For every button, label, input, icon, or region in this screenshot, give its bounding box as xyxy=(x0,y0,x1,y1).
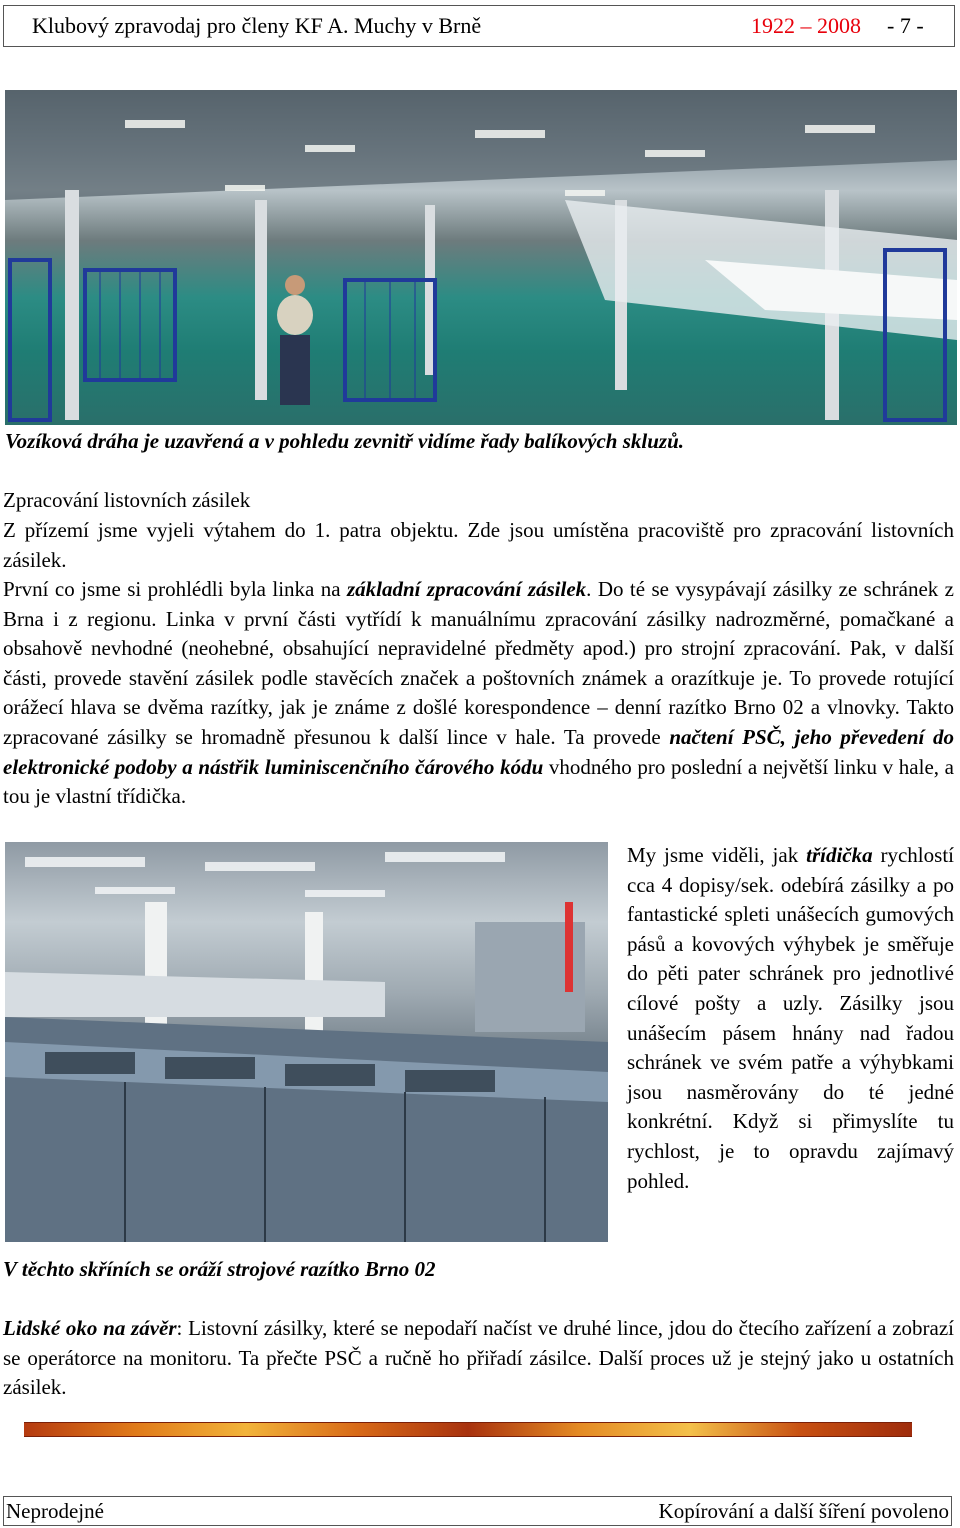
emphasis-sorter: třídička xyxy=(806,843,873,867)
anniversary-years: 1922 – 2008 xyxy=(751,13,861,38)
photo-parcel-hall xyxy=(5,90,957,425)
parcel-hall-illustration xyxy=(5,90,957,425)
paragraph-closing xyxy=(3,1314,954,1403)
emphasis-basic-processing: základní zpracování zásilek xyxy=(347,577,587,601)
photo2-caption: V těchto skříních se oráží strojové razítko Brno 02 xyxy=(3,1257,436,1281)
decorative-divider xyxy=(24,1422,912,1437)
paragraph-text: : Listovní zásilky, které se nepodaří načíst ve druhé lince, jdou do čtecího zařízení a zobrazí se operátorce na monitoru. Ta přečte PSČ a ručně ho přiřadí zásilce. Další proces už je stejný jako u ostatních zásilek. xyxy=(3,1316,954,1400)
section-heading: Zpracování listovních zásilek xyxy=(3,488,251,512)
footer-copy-permitted: Kopírování a další šíření povoleno xyxy=(658,1499,949,1523)
paragraph-text: My jsme viděli, jak xyxy=(627,843,807,867)
emphasis-human-eye: Lidské oko na závěr xyxy=(3,1316,177,1340)
photo-sorting-cabinets xyxy=(5,842,608,1242)
page-header xyxy=(3,5,955,47)
paragraph-sorter xyxy=(627,841,954,1196)
footer-not-for-sale: Neprodejné xyxy=(6,1499,104,1523)
page-number: - 7 - xyxy=(887,13,924,38)
page-footer xyxy=(3,1496,952,1526)
paragraph-text: vhodného pro poslední a největší linku v hale, a tou je vlastní třídička. xyxy=(3,754,954,809)
sorting-cabinets-illustration xyxy=(5,842,608,1242)
emphasis-psc-reading: načtení PSČ, jeho převedení do elektronické podoby a nástřik luminiscenčního čárového kódu xyxy=(3,724,954,779)
paragraph-intro: Z přízemí jsme vyjeli výtahem do 1. patra objektu. Zde jsou umístěna pracoviště pro zpracování listovních zásilek. xyxy=(3,518,954,572)
paragraph-basic-processing xyxy=(3,575,954,812)
photo1-caption: Vozíková dráha je uzavřená a v pohledu zevnitř vidíme řady balíkových skluzů. xyxy=(5,429,685,453)
paragraph-text: rychlostí cca 4 dopisy/sek. odebírá zásilky a po fantastické spleti unášecích gumových pásů a kovových výhybek je směřuje do pěti pater schránek pro jednotlivé cílové pošty a uzly. Zásilky jsou unášecím pásem hnány nad řadou schránek ve svém patře a výhybkami jsou nasměrovány do té jedné konkrétní. Když si přimyslíte tu rychlost, je to opravdu zajímavý pohled. xyxy=(627,843,954,1193)
newsletter-title: Klubový zpravodaj pro členy KF A. Muchy v Brně xyxy=(32,13,482,38)
paragraph-text: První co jsme si prohlédli byla linka na xyxy=(3,577,347,601)
paragraph-text: . Do té se vysypávají zásilky ze schránek z Brna i z regionu. Linka v první části vytřídí k manuálnímu zpracování zásilky nadrozměrné, pomačkané a obsahově nevhodné (neohebné, obsahující nepravidelné předměty apod.) pro strojní zpracování. Pak, v další části, provede stavění zásilek podle stavěcích značek a poštovních známek a orazítkuje je. To provede rotující orážecí hlava se dvěma razítky, jak je známe z došlé korespondence – denní razítko Brno 02 a vlnovky. Takto zpracované zásilky se hromadně přesunou k další lince v hale. Ta provede xyxy=(3,577,955,749)
